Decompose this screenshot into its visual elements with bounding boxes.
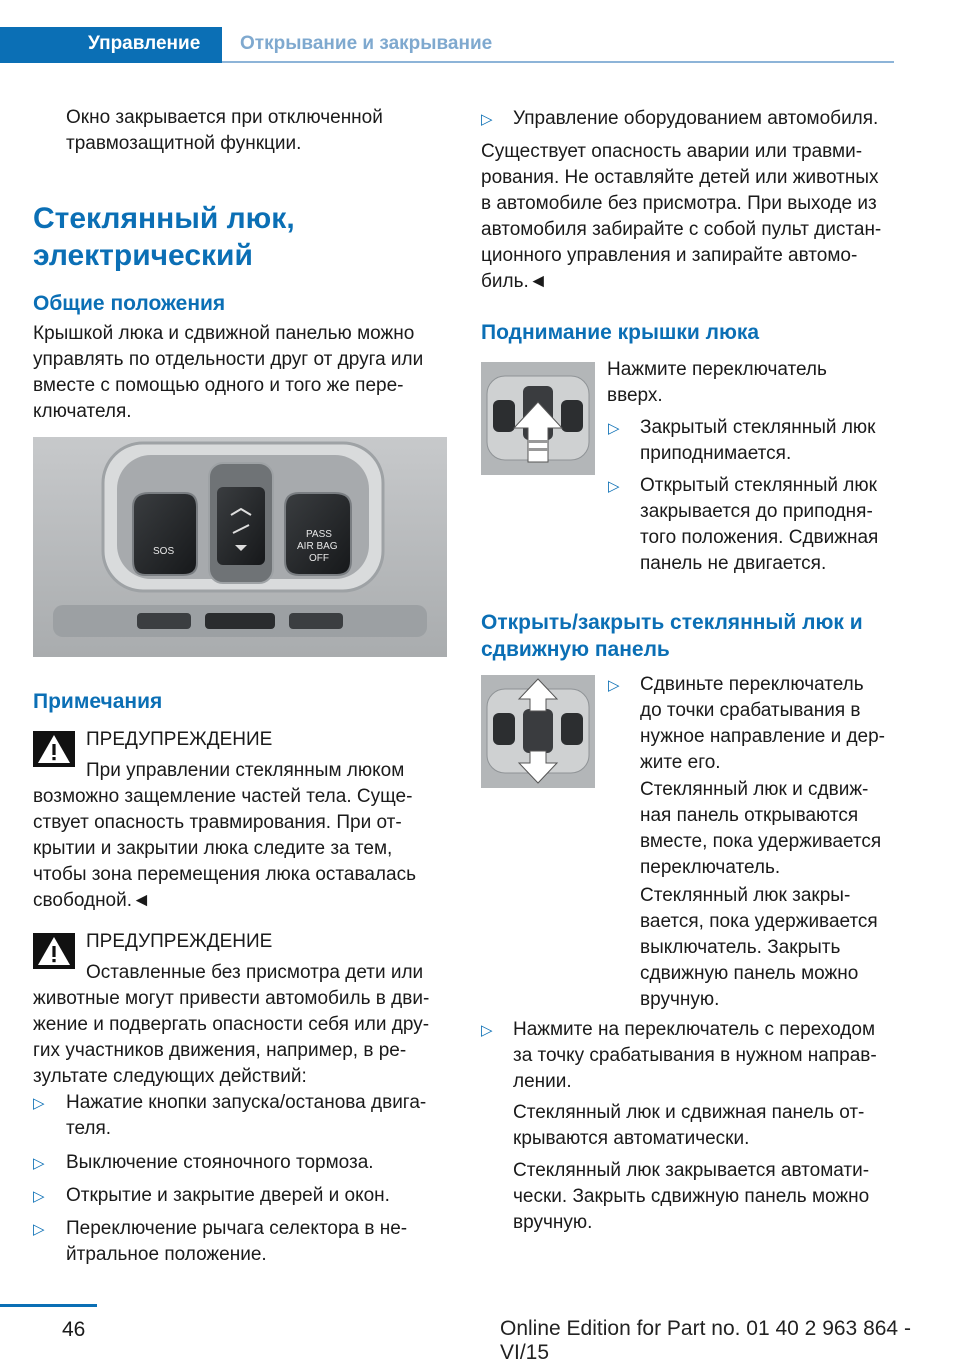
svg-text:PASS: PASS [306,529,332,540]
press-para2: Стеклянный люк закрывается автомати- чески. Закрыть сдвижную панель можно вручную. [513,1160,870,1233]
footer-rule [0,1304,97,1307]
list-item: Нажмите на переключатель с переходом за точку срабатывания в нужном направ- лении. [513,1019,877,1092]
bullet-triangle-icon: ▷ [608,420,620,437]
bullet-triangle-icon: ▷ [481,111,493,128]
bullet-triangle-icon: ▷ [608,677,620,694]
warning2-line: Оставленные без присмотра дети или [86,962,424,983]
warning-icon [33,731,75,767]
warning2-text: животные могут привести автомобиль в дви- жение и подвергать опасности себя или дру- гих участников движения, например, в ре- зультате следующих действий: [33,988,430,1087]
header-section-label: Управление [88,33,201,54]
intro-text: Окно закрывается при отключенной травмозащитной функции. [66,107,383,154]
svg-text:AIR BAG: AIR BAG [297,541,338,552]
warning2-title: ПРЕДУПРЕЖДЕНИЕ [86,931,273,952]
list-item: Открытый стеклянный люк закрывается до приподня- того положения. Сдвижная панель не двигается. [640,475,879,574]
open-para1: Стеклянный люк и сдвиж- ная панель открываются вместе, пока удерживается переключатель. [640,779,882,878]
header-rule [222,61,894,63]
overhead-console-photo [33,437,447,657]
svg-text:OFF: OFF [309,553,329,564]
sos-button [133,493,197,575]
warning1-title: ПРЕДУПРЕЖДЕНИЕ [86,729,273,750]
bullet-triangle-icon: ▷ [33,1221,45,1238]
footer-edition: Online Edition for Part no. 01 40 2 963 864 - VI/15 [500,1317,911,1364]
open-para2: Стеклянный люк закры- вается, пока удерживается выключатель. Закрыть сдвижную панель можно вручную. [640,885,878,1010]
list-item: Переключение рычага селектора в не- йтральное положение. [66,1218,408,1265]
bullet-triangle-icon: ▷ [33,1095,45,1112]
press-para1: Стеклянный люк и сдвижная панель от- крываются автоматически. [513,1102,865,1149]
list-item: Управление оборудованием автомобиля. [513,108,879,129]
notes-heading: Примечания [33,690,163,713]
danger-text: Существует опасность аварии или травми- рования. Не оставляйте детей или животных в автомобиле без присмотра. При выходе из автомобиля забирайте с собой пульт дистан- ционного управления и запирайте автомо- биль.◄ [481,141,882,292]
page-title: Стеклянный люк, электрический [33,202,295,272]
open-close-heading: Открыть/закрыть стеклянный люк и сдвижную панель [481,611,863,661]
roof-switch [209,463,273,583]
switch-up-photo [481,362,595,475]
airbag-indicator [285,493,351,575]
header-subsection-label: Открывание и закрывание [240,33,493,54]
page-number: 46 [62,1318,86,1341]
warning1-line: При управлении стеклянным люком [86,760,405,781]
lift-heading: Поднимание крышки люка [481,321,760,344]
bullet-triangle-icon: ▷ [33,1188,45,1205]
warning1-text: возможно защемление частей тела. Суще- ствует опасность травмирования. При от- крытии и закрытии люка следите за тем, чтобы зона перемещения люка оставалась свободной.◄ [33,786,416,911]
list-item: Нажатие кнопки запуска/останова двига- теля. [66,1092,427,1139]
bullet-triangle-icon: ▷ [481,1022,493,1039]
switch-slide-photo [481,675,595,788]
bullet-triangle-icon: ▷ [33,1155,45,1172]
header-section-tab [0,27,222,63]
lift-instruction: Нажмите переключатель вверх. [607,359,827,406]
list-item: Сдвиньте переключатель до точки срабатывания в нужное направление и дер- жите его. [640,674,886,773]
list-item: Закрытый стеклянный люк приподнимается. [640,417,876,464]
warning-icon [33,933,75,969]
general-heading: Общие положения [33,292,226,315]
general-text: Крышкой люка и сдвижной панелью можно управлять по отдельности друг от друга или вместе с помощью одного и того же пере- ключателя. [33,323,424,422]
list-item: Выключение стояночного тормоза. [66,1152,374,1173]
bullet-triangle-icon: ▷ [608,478,620,495]
svg-text:SOS: SOS [153,546,175,557]
list-item: Открытие и закрытие дверей и окон. [66,1185,390,1206]
